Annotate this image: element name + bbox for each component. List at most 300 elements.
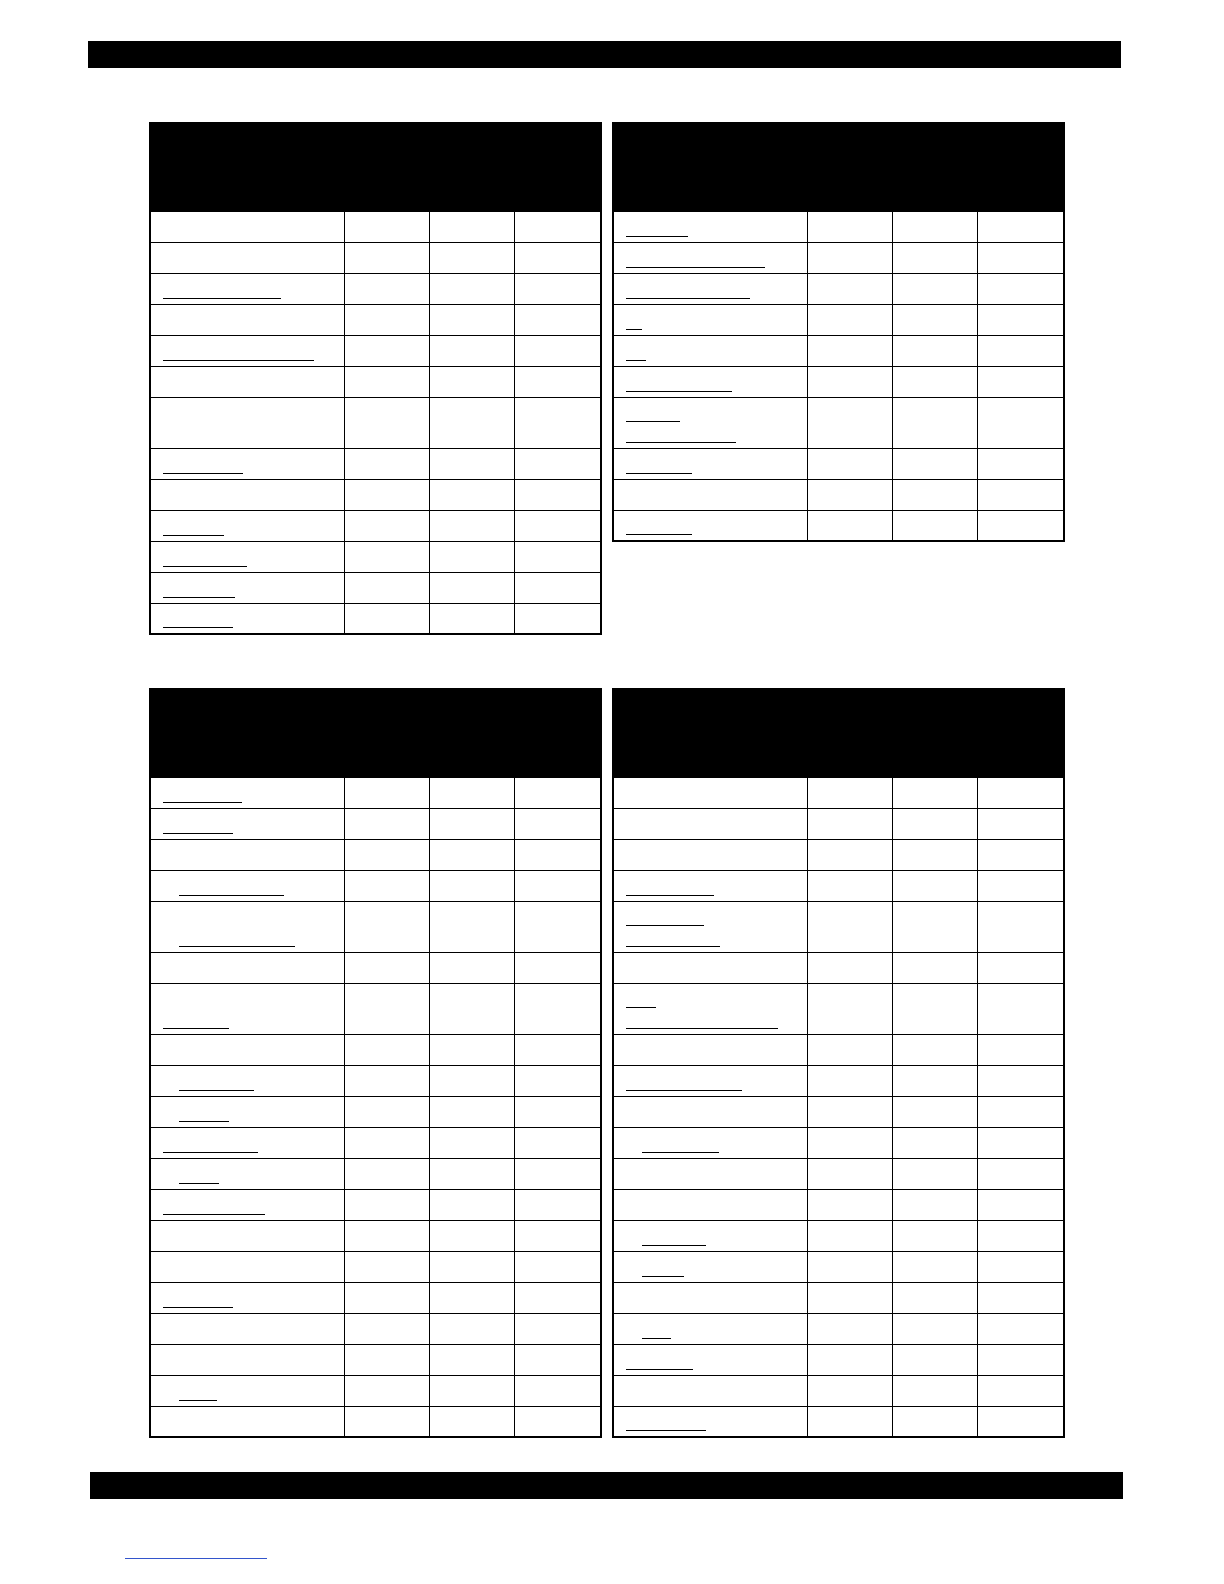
- link-underline[interactable]: [626, 360, 646, 361]
- value-cell: [514, 242, 601, 273]
- value-cell: [344, 1127, 429, 1158]
- link-underline[interactable]: [626, 421, 680, 422]
- row-label-cell: [150, 1251, 344, 1282]
- link-underline[interactable]: [179, 1090, 254, 1091]
- value-cell: [807, 273, 892, 304]
- table-row: [613, 1406, 1064, 1437]
- table-row: [613, 1344, 1064, 1375]
- row-label-cell: [150, 1065, 344, 1096]
- value-cell: [344, 1096, 429, 1127]
- link-underline[interactable]: [626, 1090, 742, 1091]
- table-row: [150, 1127, 601, 1158]
- link-underline[interactable]: [163, 1152, 258, 1153]
- link-underline[interactable]: [163, 627, 233, 628]
- value-cell: [429, 983, 514, 1034]
- table-row: [150, 366, 601, 397]
- table-row: [613, 839, 1064, 870]
- value-cell: [892, 839, 977, 870]
- value-cell: [514, 572, 601, 603]
- value-cell: [344, 1282, 429, 1313]
- row-label-cell: [150, 952, 344, 983]
- value-cell: [977, 1096, 1064, 1127]
- value-cell: [344, 273, 429, 304]
- table-row: [613, 1158, 1064, 1189]
- link-underline[interactable]: [163, 1214, 265, 1215]
- table-row: [150, 901, 601, 952]
- value-cell: [514, 211, 601, 242]
- row-label-cell: [150, 808, 344, 839]
- value-cell: [892, 983, 977, 1034]
- value-cell: [344, 510, 429, 541]
- value-cell: [344, 1375, 429, 1406]
- value-cell: [429, 397, 514, 448]
- table-row: [613, 870, 1064, 901]
- row-label-cell: [150, 1406, 344, 1437]
- table-row: [613, 952, 1064, 983]
- row-label-cell: [613, 242, 807, 273]
- row-label-cell: [613, 273, 807, 304]
- row-label-cell: [150, 448, 344, 479]
- link-underline[interactable]: [163, 1307, 233, 1308]
- link-underline[interactable]: [626, 329, 642, 330]
- value-cell: [807, 901, 892, 952]
- value-cell: [977, 1344, 1064, 1375]
- value-cell: [892, 1127, 977, 1158]
- value-cell: [807, 1251, 892, 1282]
- link-underline[interactable]: [163, 298, 281, 299]
- value-cell: [429, 808, 514, 839]
- value-cell: [429, 901, 514, 952]
- table-row: [613, 808, 1064, 839]
- value-cell: [807, 1375, 892, 1406]
- value-cell: [892, 1375, 977, 1406]
- header-subcell: [429, 722, 514, 777]
- table-row: [150, 1096, 601, 1127]
- table-row: [150, 1034, 601, 1065]
- table-row: [150, 572, 601, 603]
- table-row: [613, 901, 1064, 952]
- link-underline[interactable]: [642, 1152, 719, 1153]
- link-underline[interactable]: [626, 1430, 706, 1431]
- link-underline[interactable]: [179, 1400, 217, 1401]
- link-underline[interactable]: [626, 267, 765, 268]
- value-cell: [344, 397, 429, 448]
- value-cell: [344, 952, 429, 983]
- value-cell: [514, 1251, 601, 1282]
- value-cell: [514, 479, 601, 510]
- value-cell: [514, 1034, 601, 1065]
- row-label-cell: [613, 1344, 807, 1375]
- value-cell: [892, 273, 977, 304]
- header-bar: [88, 41, 1121, 68]
- table-top-right: [612, 122, 1065, 542]
- value-cell: [892, 242, 977, 273]
- link-underline[interactable]: [179, 1183, 219, 1184]
- value-cell: [807, 870, 892, 901]
- value-cell: [344, 983, 429, 1034]
- link-underline[interactable]: [626, 925, 704, 926]
- row-label-cell: [613, 1096, 807, 1127]
- value-cell: [514, 1375, 601, 1406]
- value-cell: [977, 901, 1064, 952]
- value-cell: [807, 479, 892, 510]
- value-cell: [344, 1220, 429, 1251]
- header-group-cell: [807, 689, 1064, 722]
- value-cell: [344, 1158, 429, 1189]
- link-underline[interactable]: [626, 473, 692, 474]
- value-cell: [514, 777, 601, 808]
- value-cell: [892, 1034, 977, 1065]
- table-row: [150, 1313, 601, 1344]
- value-cell: [514, 1158, 601, 1189]
- table-row: [150, 1282, 601, 1313]
- table-row: [150, 1189, 601, 1220]
- row-label-cell: [150, 1034, 344, 1065]
- header-cell: [150, 689, 344, 777]
- table-row: [613, 366, 1064, 397]
- value-cell: [344, 1034, 429, 1065]
- header-group-cell: [344, 689, 601, 722]
- table-top-left: [149, 122, 602, 635]
- row-label-cell: [150, 541, 344, 572]
- link-underline[interactable]: [179, 946, 295, 947]
- value-cell: [514, 1282, 601, 1313]
- value-cell: [344, 541, 429, 572]
- link-underline[interactable]: [163, 802, 242, 803]
- value-cell: [429, 510, 514, 541]
- row-label-cell: [150, 1220, 344, 1251]
- value-cell: [344, 1065, 429, 1096]
- row-label-cell: [150, 242, 344, 273]
- header-cell: [150, 123, 344, 211]
- value-cell: [977, 304, 1064, 335]
- value-cell: [344, 839, 429, 870]
- table-row: [613, 448, 1064, 479]
- header-subcell: [892, 722, 977, 777]
- row-label-cell: [150, 273, 344, 304]
- table-row: [150, 1406, 601, 1437]
- link-underline[interactable]: [626, 1028, 778, 1029]
- value-cell: [892, 448, 977, 479]
- header-subcell: [892, 156, 977, 211]
- value-cell: [514, 1220, 601, 1251]
- value-cell: [807, 983, 892, 1034]
- value-cell: [977, 397, 1064, 448]
- table-row: [150, 1344, 601, 1375]
- link-underline[interactable]: [642, 1245, 706, 1246]
- table-row: [613, 1189, 1064, 1220]
- row-label-cell: [613, 1375, 807, 1406]
- value-cell: [514, 901, 601, 952]
- row-label-cell: [150, 510, 344, 541]
- header-subcell: [344, 156, 429, 211]
- table-row: [150, 479, 601, 510]
- value-cell: [344, 304, 429, 335]
- row-label-cell: [613, 901, 807, 952]
- table-row: [150, 870, 601, 901]
- value-cell: [892, 304, 977, 335]
- table-row: [150, 211, 601, 242]
- row-label-cell: [613, 335, 807, 366]
- value-cell: [977, 1065, 1064, 1096]
- row-label-cell: [613, 366, 807, 397]
- row-label-cell: [150, 603, 344, 634]
- table-row: [613, 242, 1064, 273]
- value-cell: [977, 870, 1064, 901]
- value-cell: [429, 1251, 514, 1282]
- value-cell: [344, 1406, 429, 1437]
- value-cell: [344, 1344, 429, 1375]
- value-cell: [344, 242, 429, 273]
- value-cell: [429, 1313, 514, 1344]
- table-row: [150, 510, 601, 541]
- value-cell: [892, 1406, 977, 1437]
- value-cell: [514, 510, 601, 541]
- value-cell: [807, 1158, 892, 1189]
- value-cell: [977, 777, 1064, 808]
- value-cell: [344, 1189, 429, 1220]
- value-cell: [429, 1158, 514, 1189]
- value-cell: [892, 952, 977, 983]
- row-label-cell: [613, 397, 807, 448]
- value-cell: [429, 541, 514, 572]
- row-label-cell: [150, 1158, 344, 1189]
- value-cell: [429, 273, 514, 304]
- link-underline[interactable]: [626, 391, 732, 392]
- table-row: [613, 335, 1064, 366]
- value-cell: [429, 1344, 514, 1375]
- row-label-cell: [150, 211, 344, 242]
- value-cell: [429, 952, 514, 983]
- value-cell: [807, 1189, 892, 1220]
- table-row: [150, 541, 601, 572]
- value-cell: [892, 1065, 977, 1096]
- table-row: [150, 1251, 601, 1282]
- value-cell: [807, 952, 892, 983]
- table-row: [150, 304, 601, 335]
- row-label-cell: [150, 870, 344, 901]
- value-cell: [807, 211, 892, 242]
- value-cell: [892, 397, 977, 448]
- table-row: [150, 1065, 601, 1096]
- value-cell: [892, 1344, 977, 1375]
- link-underline[interactable]: [626, 1007, 656, 1008]
- value-cell: [429, 211, 514, 242]
- value-cell: [429, 777, 514, 808]
- header-subcell: [807, 722, 892, 777]
- link-underline[interactable]: [626, 298, 750, 299]
- value-cell: [892, 1189, 977, 1220]
- row-label-cell: [613, 1406, 807, 1437]
- link-underline[interactable]: [626, 1369, 693, 1370]
- row-label-cell: [150, 1127, 344, 1158]
- table-row: [613, 304, 1064, 335]
- value-cell: [514, 1406, 601, 1437]
- value-cell: [977, 335, 1064, 366]
- value-cell: [977, 1127, 1064, 1158]
- value-cell: [807, 510, 892, 541]
- value-cell: [344, 1251, 429, 1282]
- value-cell: [892, 901, 977, 952]
- value-cell: [514, 1065, 601, 1096]
- value-cell: [429, 335, 514, 366]
- header-cell: [613, 123, 807, 211]
- row-label-cell: [613, 1313, 807, 1344]
- header-group-cell: [807, 123, 1064, 156]
- value-cell: [807, 1220, 892, 1251]
- value-cell: [514, 952, 601, 983]
- table-row: [613, 983, 1064, 1034]
- value-cell: [977, 983, 1064, 1034]
- row-label-cell: [613, 1127, 807, 1158]
- table-row: [613, 1034, 1064, 1065]
- value-cell: [892, 1158, 977, 1189]
- value-cell: [514, 366, 601, 397]
- table-row: [613, 1220, 1064, 1251]
- value-cell: [807, 1127, 892, 1158]
- row-label-cell: [150, 335, 344, 366]
- row-label-cell: [150, 1282, 344, 1313]
- row-label-cell: [613, 870, 807, 901]
- value-cell: [344, 901, 429, 952]
- value-cell: [892, 1313, 977, 1344]
- value-cell: [429, 1406, 514, 1437]
- link-underline[interactable]: [626, 236, 688, 237]
- table-row: [150, 777, 601, 808]
- value-cell: [807, 1282, 892, 1313]
- table-row: [150, 603, 601, 634]
- row-label-cell: [613, 479, 807, 510]
- row-label-cell: [150, 1189, 344, 1220]
- value-cell: [429, 1220, 514, 1251]
- row-label-cell: [150, 397, 344, 448]
- table-bottom-left: [149, 688, 602, 1438]
- value-cell: [429, 839, 514, 870]
- value-cell: [977, 1189, 1064, 1220]
- header-subcell: [807, 156, 892, 211]
- table-row: [613, 397, 1064, 448]
- footer-link[interactable]: [125, 1558, 267, 1559]
- row-label-cell: [613, 1065, 807, 1096]
- table-row: [150, 1375, 601, 1406]
- value-cell: [514, 304, 601, 335]
- value-cell: [807, 304, 892, 335]
- value-cell: [514, 603, 601, 634]
- value-cell: [344, 1313, 429, 1344]
- link-underline[interactable]: [642, 1276, 684, 1277]
- link-underline[interactable]: [642, 1338, 671, 1339]
- row-label-cell: [613, 1220, 807, 1251]
- link-underline[interactable]: [163, 473, 243, 474]
- value-cell: [807, 1313, 892, 1344]
- value-cell: [977, 1034, 1064, 1065]
- table-row: [150, 335, 601, 366]
- table-row: [613, 510, 1064, 541]
- value-cell: [514, 839, 601, 870]
- value-cell: [429, 572, 514, 603]
- table-row: [150, 983, 601, 1034]
- link-underline[interactable]: [626, 946, 720, 947]
- header-subcell: [344, 722, 429, 777]
- row-label-cell: [150, 366, 344, 397]
- row-label-cell: [613, 510, 807, 541]
- table-row: [150, 448, 601, 479]
- value-cell: [892, 510, 977, 541]
- row-label-cell: [613, 211, 807, 242]
- row-label-cell: [150, 1096, 344, 1127]
- header-subcell: [514, 156, 601, 211]
- value-cell: [807, 242, 892, 273]
- link-underline[interactable]: [626, 534, 692, 535]
- value-cell: [344, 211, 429, 242]
- row-label-cell: [613, 448, 807, 479]
- value-cell: [807, 777, 892, 808]
- link-underline[interactable]: [163, 535, 224, 536]
- value-cell: [892, 1282, 977, 1313]
- header-group-cell: [344, 123, 601, 156]
- value-cell: [429, 1096, 514, 1127]
- row-label-cell: [613, 1158, 807, 1189]
- row-label-cell: [613, 983, 807, 1034]
- value-cell: [514, 1096, 601, 1127]
- value-cell: [514, 1127, 601, 1158]
- row-label-cell: [150, 572, 344, 603]
- table-row: [613, 1127, 1064, 1158]
- link-underline[interactable]: [626, 895, 714, 896]
- value-cell: [807, 397, 892, 448]
- header-subcell: [977, 156, 1064, 211]
- value-cell: [514, 1189, 601, 1220]
- link-underline[interactable]: [163, 566, 247, 567]
- value-cell: [429, 242, 514, 273]
- table-row: [613, 1282, 1064, 1313]
- row-label-cell: [150, 1313, 344, 1344]
- value-cell: [429, 479, 514, 510]
- value-cell: [892, 808, 977, 839]
- link-underline[interactable]: [179, 895, 284, 896]
- link-underline[interactable]: [626, 442, 736, 443]
- value-cell: [977, 952, 1064, 983]
- value-cell: [977, 1375, 1064, 1406]
- link-underline[interactable]: [179, 1121, 229, 1122]
- value-cell: [344, 870, 429, 901]
- link-underline[interactable]: [163, 833, 233, 834]
- value-cell: [892, 211, 977, 242]
- value-cell: [807, 448, 892, 479]
- value-cell: [514, 448, 601, 479]
- value-cell: [892, 1096, 977, 1127]
- link-underline[interactable]: [163, 1028, 229, 1029]
- value-cell: [429, 304, 514, 335]
- row-label-cell: [613, 1251, 807, 1282]
- value-cell: [429, 1065, 514, 1096]
- value-cell: [977, 808, 1064, 839]
- table-row: [613, 1313, 1064, 1344]
- link-underline[interactable]: [163, 360, 314, 361]
- value-cell: [807, 366, 892, 397]
- row-label-cell: [150, 901, 344, 952]
- value-cell: [429, 1189, 514, 1220]
- table-row: [150, 808, 601, 839]
- value-cell: [344, 479, 429, 510]
- row-label-cell: [150, 304, 344, 335]
- value-cell: [977, 1313, 1064, 1344]
- value-cell: [977, 273, 1064, 304]
- value-cell: [977, 1220, 1064, 1251]
- value-cell: [514, 983, 601, 1034]
- row-label-cell: [613, 808, 807, 839]
- link-underline[interactable]: [163, 597, 235, 598]
